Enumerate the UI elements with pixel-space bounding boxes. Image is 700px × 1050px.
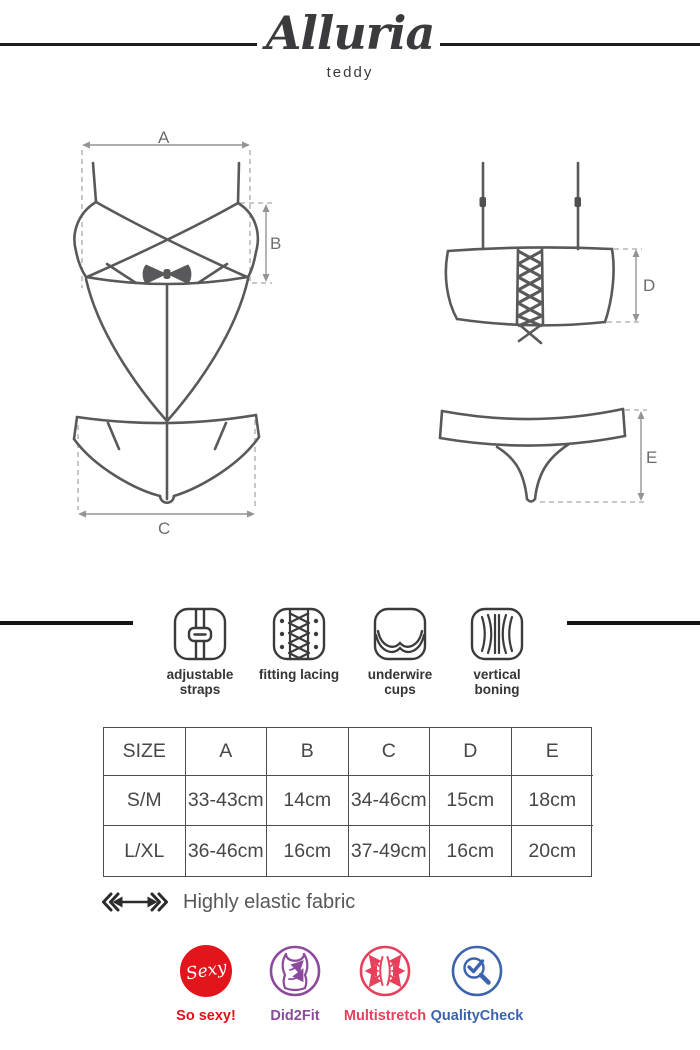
badge-label-multistretch: Multistretch [343, 1008, 427, 1024]
dim-label-d: D [643, 276, 656, 295]
size-table-cell: 18cm [512, 776, 594, 826]
size-table-row-label: S/M [104, 776, 186, 826]
sexy-circle-icon [180, 945, 232, 997]
stretch-arrows-icon [101, 890, 169, 914]
front-panel-right [168, 279, 248, 420]
vertical-boning-icon [469, 606, 525, 662]
size-table-cell: 16cm [430, 826, 512, 876]
strap-adjusters [480, 197, 582, 207]
divider-rule-right [567, 621, 700, 625]
dim-label-c: C [158, 519, 171, 538]
size-table-cell: 36-46cm [186, 826, 268, 876]
feature-label-vertical-boning: vertical boning [473, 667, 521, 697]
teddy-front-sketch [55, 125, 305, 535]
size-table-cell: 34-46cm [349, 776, 431, 826]
dim-label-b: B [270, 234, 282, 253]
band-top-edge [448, 247, 612, 251]
thong-leg-left [497, 447, 527, 499]
thong-waist-bottom [440, 436, 625, 446]
cup-left-outer [74, 202, 96, 277]
fabric-note [101, 890, 355, 914]
divider-rule-left [0, 621, 133, 625]
band-right-edge [605, 249, 614, 322]
feature-label-fitting-lacing: fitting lacing [258, 667, 340, 682]
lacing-eyelets [280, 619, 318, 649]
size-table-cell: 16cm [267, 826, 349, 876]
badge-label-did2fit: Did2Fit [270, 1008, 320, 1024]
thong-waist-top [442, 409, 623, 419]
dim-label-e: E [646, 448, 658, 467]
multistretch-arrows-icon [357, 943, 413, 999]
underwire-cups-icon [372, 606, 428, 662]
lacing-cross-pattern [518, 251, 542, 326]
size-table-header: E [512, 728, 594, 776]
size-table-header: C [349, 728, 431, 776]
dim-label-a: A [158, 128, 170, 147]
front-bow [143, 265, 192, 285]
size-table-cell: 37-49cm [349, 826, 431, 876]
band-left-edge [446, 251, 457, 319]
size-table-header: SIZE [104, 728, 186, 776]
fitting-lacing-icon [271, 606, 327, 662]
qualitycheck-magnifier-icon [449, 943, 505, 999]
thong-back-sketch [430, 395, 670, 520]
badge-label-qualitycheck: QualityCheck [430, 1008, 524, 1024]
sexy-circle-text: Sexy [184, 957, 228, 985]
size-table-cell: 14cm [267, 776, 349, 826]
brand-logo: Alluria [265, 6, 435, 60]
size-table [103, 727, 592, 877]
did2fit-chemise-icon [267, 943, 323, 999]
teddy-back-band-sketch [430, 140, 670, 355]
thong-leg-right [535, 444, 569, 499]
product-name: teddy [326, 64, 374, 81]
front-panel-left [86, 279, 166, 420]
size-table-header: D [430, 728, 512, 776]
size-table-header: B [267, 728, 349, 776]
size-table-cell: 20cm [528, 839, 577, 862]
front-strap-right [238, 163, 239, 203]
lacing-tail [519, 325, 541, 343]
feature-label-underwire-cups: underwire cups [367, 667, 433, 697]
size-table-header: A [186, 728, 268, 776]
size-table-cell: 33-43cm [186, 776, 268, 826]
size-table-row-label: L/XL [104, 826, 186, 876]
adjustable-straps-icon [172, 606, 228, 662]
size-table-cell: 15cm [430, 776, 512, 826]
badge-label-so-sexy: So sexy! [176, 1008, 236, 1024]
cup-right-outer [238, 203, 258, 277]
fabric-note-text: Highly elastic fabric [183, 890, 356, 913]
feature-label-adjustable-straps: adjustable straps [166, 667, 234, 697]
dim-arrowheads [78, 142, 270, 518]
thong-tip [527, 499, 535, 502]
front-strap-left [93, 163, 96, 202]
